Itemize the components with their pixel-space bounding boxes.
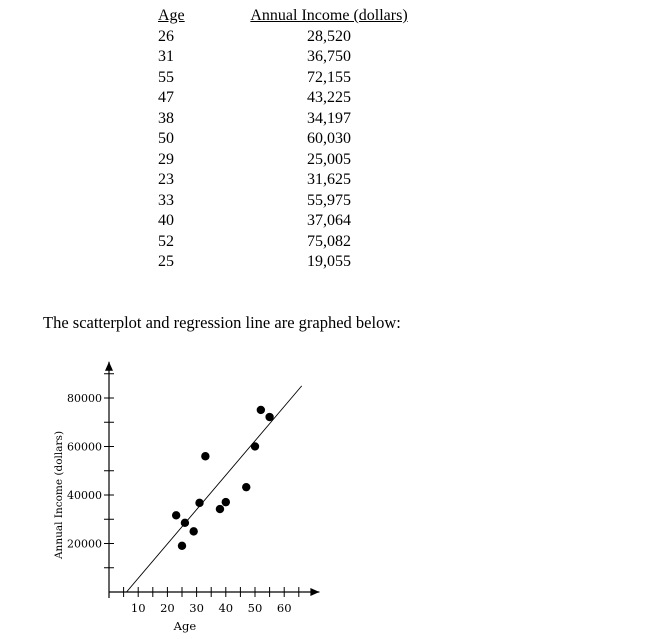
cell-age: 40 (158, 212, 174, 229)
y-tick-label: 40000 (67, 489, 102, 502)
cell-income: 34,197 (307, 109, 351, 127)
cell-age: 29 (158, 150, 174, 168)
x-tick-label: 60 (276, 601, 292, 615)
cell-age: 52 (158, 232, 174, 250)
cell-income: 28,520 (307, 27, 351, 45)
cell-income: 19,055 (307, 253, 351, 270)
cell-age: 31 (158, 48, 174, 65)
cell-age: 55 (158, 68, 174, 86)
cell-income: 55,975 (307, 191, 351, 209)
data-point (242, 483, 250, 491)
cell-age: 26 (158, 27, 174, 45)
data-point (195, 499, 203, 507)
x-tick-label: 20 (160, 601, 175, 615)
x-axis-label: Age (173, 619, 197, 633)
cell-income: 31,625 (307, 171, 351, 188)
y-tick-label: 60000 (67, 440, 102, 454)
header-income: Annual Income (dollars) (250, 7, 408, 24)
x-tick-label: 10 (130, 601, 146, 615)
data-point (216, 505, 224, 513)
data-point (251, 442, 259, 450)
cell-age: 38 (158, 109, 174, 127)
cell-income: 75,082 (307, 232, 351, 250)
y-tick-label: 80000 (67, 392, 102, 405)
data-point (181, 519, 189, 527)
regression-line (127, 386, 302, 592)
data-point (265, 413, 273, 421)
cell-income: 37,064 (307, 212, 351, 229)
data-point (172, 511, 180, 519)
header-age: Age (158, 7, 185, 24)
cell-age: 25 (158, 253, 174, 270)
data-point (222, 498, 230, 506)
x-tick-label: 50 (247, 601, 263, 615)
x-tick-label: 40 (218, 601, 234, 615)
cell-income: 36,750 (307, 48, 351, 65)
y-tick-label: 20000 (67, 537, 102, 551)
cell-age: 47 (158, 89, 174, 106)
x-axis-arrow (310, 588, 319, 596)
cell-income: 60,030 (307, 130, 351, 147)
cell-income: 25,005 (307, 150, 351, 168)
data-point (201, 452, 209, 460)
data-point (257, 406, 265, 414)
cell-age: 33 (158, 191, 174, 209)
data-point (178, 542, 186, 550)
y-axis-arrow (105, 362, 113, 371)
chart-caption: The scatterplot and regression line are graphed below: (43, 313, 401, 332)
x-tick-label: 30 (189, 601, 204, 615)
cell-age: 23 (158, 171, 174, 188)
cell-income: 72,155 (307, 68, 351, 86)
y-axis-label: Annual Income (dollars) (53, 430, 65, 560)
cell-income: 43,225 (307, 89, 351, 106)
cell-age: 50 (158, 130, 174, 147)
data-point (189, 527, 197, 535)
